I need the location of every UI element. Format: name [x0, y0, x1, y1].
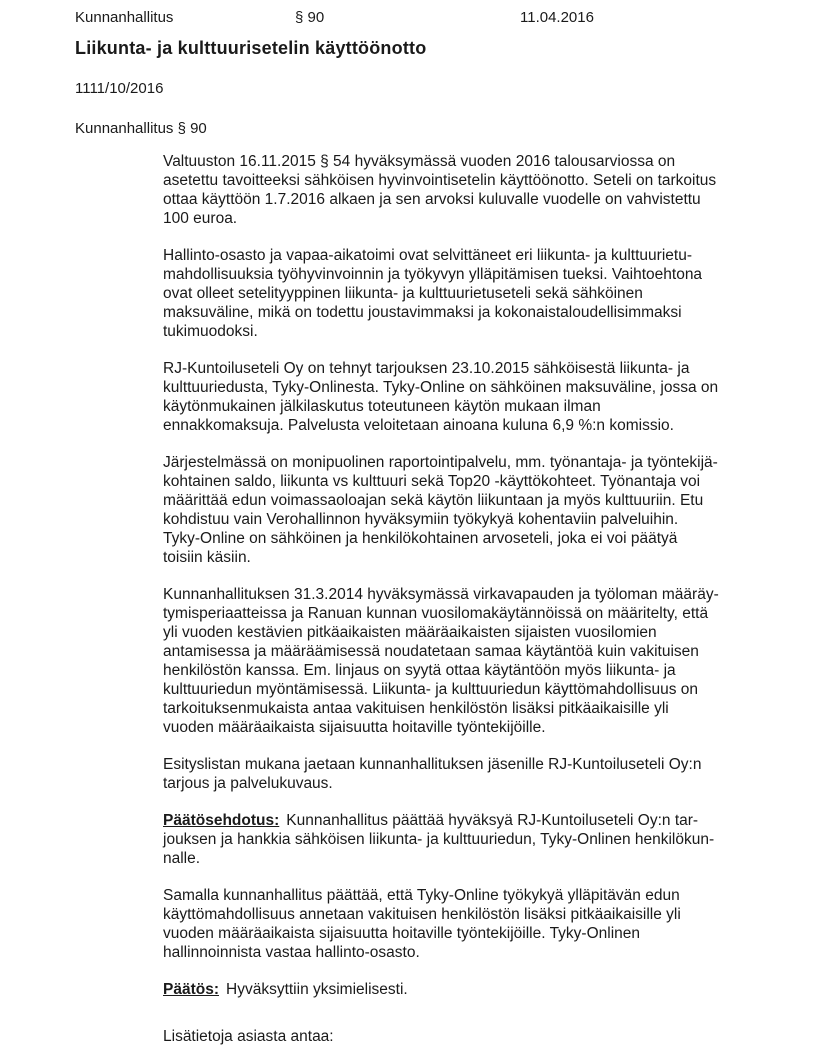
diary-number: 1111/10/2016	[75, 80, 164, 97]
body-paragraph: Kunnanhallituksen 31.3.2014 hyväksymässä virkavapauden ja työloman määräy- tymisperiaatteissa ja Ranuan kunnan vuosilomakäytännöissä on määritelty, että yli vuoden kestävien pitkäaikaisten määräaikaisten sijaisten vuosilomien antamisessa ja määräämisessä noudatetaan samaa käytäntöä kuin vakituisen henkilöstön kanssa. Em. linjaus on syytä ottaa käytäntöön myös liikunta- ja kulttuuriedun myöntämisessä. Liikunta- ja kulttuuriedun käyttömahdollisuus on tarkoituksenmukaista antaa vakituisen henkilöstön lisäksi pitkäaikaisille yli vuoden määräaikaista sijaisuutta hoitaville työntekijöille.	[163, 586, 719, 736]
body-paragraph: Päätös: Hyväksyttiin yksimielisesti.	[163, 981, 408, 998]
paragraph-lead: Päätös:	[163, 981, 219, 998]
section-reference: Kunnanhallitus § 90	[75, 120, 207, 137]
body-paragraph: Valtuuston 16.11.2015 § 54 hyväksymässä vuoden 2016 talousarviossa on asetettu tavoitteeksi sähköisen hyvinvointisetelin käyttöönotto. Seteli on tarkoitus ottaa käyttöön 1.7.2016 alkaen ja sen arvoksi kuluvalle vuodelle on vahvistettu 100 euroa.	[163, 153, 717, 227]
body-paragraph: Järjestelmässä on monipuolinen raportointipalvelu, mm. työnantaja- ja työntekijä- kohtainen saldo, liikunta vs kulttuuri sekä Top20 -käyttökohteet. Työnantaja voi määrittää edun voimassaoloajan sekä käytön liikuntaan ja myös kulttuuriin. Etu kohdistuu vain Verohallinnon hyväksymiin työkykyä kohentaviin palveluihin. Tyky-Online on sähköinen ja henkilökohtainen arvoseteli, joka ei voi päätyä toisiin käsiin.	[163, 454, 718, 566]
header-date: 11.04.2016	[520, 9, 594, 26]
footer-contact-line: Lisätietoja asiasta antaa:	[163, 1028, 334, 1045]
paragraph-lead: Päätösehdotus:	[163, 812, 280, 829]
document-title: Liikunta- ja kulttuurisetelin käyttöönotto	[75, 38, 427, 58]
body-paragraph: Hallinto-osasto ja vapaa-aikatoimi ovat selvittäneet eri liikunta- ja kulttuurietu- mahdollisuuksia työhyvinvoinnin ja työkyvyn ylläpitämisen tueksi. Vaihtoehtona ovat olleet setelityyppinen liikunta- ja kulttuurietuseteli sekä sähköinen maksuväline, mikä on todettu joustavimmaksi ja kokonaistaloudellisimmaksi tukimuodoksi.	[163, 247, 703, 340]
document-header	[75, 8, 816, 27]
body-paragraphs	[163, 152, 813, 999]
body-paragraph: Samalla kunnanhallitus päättää, että Tyky-Online työkykyä ylläpitävän edun käyttömahdollisuus annetaan vakituisen henkilöstön lisäksi pitkäaikaisille yli vuoden määräaikaista sijaisuutta hoitaville työntekijöille. Tyky-Onlinen hallinnoinnista vastaa hallinto-osasto.	[163, 887, 681, 961]
header-section-number: § 90	[295, 9, 325, 26]
body-paragraph: RJ-Kuntoiluseteli Oy on tehnyt tarjouksen 23.10.2015 sähköisestä liikunta- ja kulttuuriedusta, Tyky-Onlinesta. Tyky-Online on sähköinen maksuväline, jossa on käytönmukainen jälkilaskutus toteutuneen käytön mukaan ilman ennakkomaksuja. Palvelusta veloitetaan ainoana kuluna 6,9 %:n komissio.	[163, 360, 719, 434]
header-committee: Kunnanhallitus	[75, 9, 174, 26]
body-paragraph: Esityslistan mukana jaetaan kunnanhallituksen jäsenille RJ-Kuntoiluseteli Oy:n tarjous ja palvelukuvaus.	[163, 756, 702, 792]
body-paragraph: Päätösehdotus: Kunnanhallitus päättää hyväksyä RJ-Kuntoiluseteli Oy:n tar- jouksen ja hankkia sähköisen liikunta- ja kulttuuriedun, Tyky-Onlinen henkilökun- nalle.	[163, 812, 715, 867]
